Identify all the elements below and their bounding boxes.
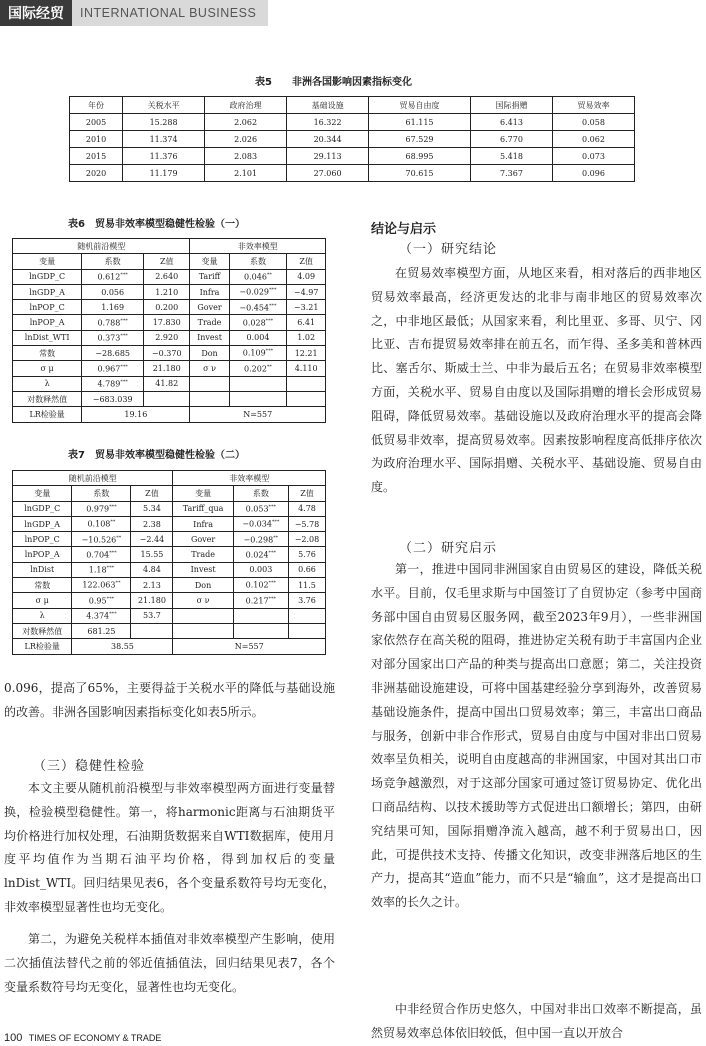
- table7-cell: [173, 608, 233, 623]
- table6-cell: 0.056: [82, 284, 144, 299]
- table7-cell: σ μ: [13, 593, 72, 608]
- table5-header-cell: 政府治理: [205, 97, 287, 114]
- table5-caption: 表5 非洲各国影响因素指标变化: [255, 77, 412, 88]
- table7-cell: 4.84: [131, 562, 173, 577]
- table7-cell: 21.180: [131, 593, 173, 608]
- table7-group-left: 随机前沿模型: [13, 471, 173, 486]
- table7-n-value: N=557: [173, 639, 326, 654]
- table7-subheader-cell: 系数: [72, 486, 131, 501]
- table5-row: [70, 165, 635, 182]
- table6-cell: 0.200: [144, 300, 190, 315]
- table7-group-row: [13, 471, 326, 486]
- table6-lr-row: [13, 407, 326, 422]
- table6-caption: 表6 贸易非效率模型稳健性检验（一）: [68, 219, 245, 230]
- table6-cell: 2.920: [144, 330, 190, 345]
- header-section-zh: 国际经贸: [0, 0, 72, 26]
- table6-subheader-cell: 变量: [13, 254, 82, 269]
- table6-cell: lnGDP_C: [13, 269, 82, 284]
- table6-loglik-row: [13, 391, 326, 406]
- table5: [69, 96, 635, 182]
- section-heading-conclusion: 结论与启示: [371, 222, 437, 237]
- table6-cell: lnGDP_A: [13, 284, 82, 299]
- table7-group-right: 非效率模型: [173, 471, 326, 486]
- table7-row: [13, 547, 326, 562]
- table5-header-cell: 国际捐赠: [470, 97, 552, 114]
- table5-cell: 0.096: [552, 165, 634, 182]
- table7-cell: 1.18***: [72, 562, 131, 577]
- table7-cell: lnPOP_A: [13, 547, 72, 562]
- table5-cell: 0.062: [552, 131, 634, 148]
- table7-lr-value: 38.55: [72, 639, 173, 654]
- table5-row: [70, 131, 635, 148]
- table6-cell: −0.454***: [229, 300, 287, 315]
- table6-subheader-cell: Z值: [287, 254, 326, 269]
- table6-lr-value: 19.16: [82, 407, 190, 422]
- table6-cell: Trade: [190, 315, 229, 330]
- table7-empty-cell: [233, 623, 288, 638]
- table6-empty-cell: [287, 391, 326, 406]
- table6-cell: 0.046**: [229, 269, 287, 284]
- table7-row: [13, 608, 326, 623]
- table6-row: [13, 361, 326, 376]
- subheading-findings: （一）研究结论: [399, 242, 498, 257]
- table5-cell: 6.770: [470, 131, 552, 148]
- table6-cell: 4.789***: [82, 376, 144, 391]
- table7-cell: 常数: [13, 578, 72, 593]
- table5-cell: 0.073: [552, 148, 634, 165]
- table6-empty-cell: [190, 391, 229, 406]
- table7-cell: λ: [13, 608, 72, 623]
- table5-cell: 15.288: [123, 114, 205, 131]
- journal-name: TIMES OF ECONOMY & TRADE: [28, 1033, 162, 1043]
- table6-subheader-cell: 变量: [190, 254, 229, 269]
- table5-row: [70, 148, 635, 165]
- table6-cell: Infra: [190, 284, 229, 299]
- table6-cell: σ μ: [13, 361, 82, 376]
- table7-cell: lnGDP_C: [13, 501, 72, 516]
- table7-cell: 53.7: [131, 608, 173, 623]
- right-paragraph-2: 第一，推进中国同非洲国家自由贸易区的建设，降低关税水平。目前，仅毛里求斯与中国签订了自贸协定（参考中国商务部中国自由贸易区服务网，截至2023年9月），一些非洲国家依然存在高关税的阻碍，推进协定关税有助于丰富国内企业对部分国家出口产品的种类与提高出口意愿；第二，关注投资非洲基础设施建设，可将中国基建经验分享到海外，改善贸易基础设施条件，提高中国出口贸易效率；第三，丰富出口商品与服务，创新中非合作形式，贸易自由度与中国对非出口贸易效率呈负相关，说明自由度越高的非洲国家，中国对其出口市场竞争越激烈，对于这部分国家可通过签订贸易协定、优化出口商品结构、以技术援助等方式促进出口额增长；第四，由研究结果可知，国际捐赠净流入越高，越不利于贸易出口，因此，可提供技术支持、传播文化知识，改变非洲落后地区的生产力，提高其“造血”能力，而不只是“输血”，这才是提高出口效率的长久之计。: [371, 562, 702, 910]
- table7-cell: 4.374***: [72, 608, 131, 623]
- table7-row: [13, 593, 326, 608]
- table6-row: [13, 284, 326, 299]
- table7-loglik-row: [13, 623, 326, 638]
- table5-cell: 70.615: [369, 165, 471, 182]
- table7-cell: Gover: [173, 532, 233, 547]
- table6-cell: 0.109***: [229, 346, 287, 361]
- table5-header-cell: 贸易自由度: [369, 97, 471, 114]
- table6-cell: 12.21: [287, 346, 326, 361]
- table7-lr-label: LR检验量: [13, 639, 72, 654]
- table6-cell: lnPOP_C: [13, 300, 82, 315]
- table6-cell: 0.028***: [229, 315, 287, 330]
- table6-cell: Don: [190, 346, 229, 361]
- table6-loglik-label: 对数释然值: [13, 391, 82, 406]
- table7-row: [13, 562, 326, 577]
- table5-cell: 11.179: [123, 165, 205, 182]
- table7-cell: −2.44: [131, 532, 173, 547]
- table6-loglik-value: −683.039: [82, 391, 144, 406]
- table6-empty-cell: [144, 391, 190, 406]
- table6-cell: 4.110: [287, 361, 326, 376]
- table6-cell: −0.029***: [229, 284, 287, 299]
- table6-subheader-cell: 系数: [82, 254, 144, 269]
- table5-cell: 61.115: [369, 114, 471, 131]
- table5-header-row: [70, 97, 635, 114]
- table7-loglik-label: 对数释然值: [13, 623, 72, 638]
- table6-cell: 0.004: [229, 330, 287, 345]
- table6-row: [13, 300, 326, 315]
- table7-row: [13, 532, 326, 547]
- table7-cell: 0.053***: [233, 501, 288, 516]
- table7-cell: Invest: [173, 562, 233, 577]
- table7: [12, 470, 326, 655]
- table5-cell: 2.062: [205, 114, 287, 131]
- header-section-en: INTERNATIONAL BUSINESS: [72, 0, 268, 26]
- right-paragraph-1: 在贸易效率模型方面，从地区来看，相对落后的西非地区贸易效率最高，经济更发达的北非与南非地区的贸易效率次之，中非地区最低；从国家来看，利比里亚、多哥、贝宁、冈比亚、吉布提贸易效率排在前五名，而乍得、圣多美和普林西比、塞舌尔、斯威士兰、中非为最后五名；在贸易非效率模型方面，关税水平、贸易自由度以及国际捐赠的增长会形成贸易阻碍，降低贸易效率。基础设施以及政府治理水平的提高会降低贸易非效率，提高贸易效率。因素按影响程度高低排序依次为政府治理水平、国际捐赠、关税水平、基础设施、贸易自由度。: [371, 266, 702, 495]
- table7-cell: 122.063**: [72, 578, 131, 593]
- table6-cell: −28.685: [82, 346, 144, 361]
- table5-cell: 2015: [70, 148, 123, 165]
- table7-cell: [288, 608, 325, 623]
- subheading-implications: （二）研究启示: [399, 541, 498, 556]
- table7-subheader-cell: 系数: [233, 486, 288, 501]
- table5-header-cell: 关税水平: [123, 97, 205, 114]
- table6-cell: 17.830: [144, 315, 190, 330]
- page-header: [0, 0, 268, 26]
- table6-cell: 0.373***: [82, 330, 144, 345]
- table7-cell: 11.5: [288, 578, 325, 593]
- table7-caption: 表7 贸易非效率模型稳健性检验（二）: [68, 450, 245, 461]
- table6-group-left: 随机前沿模型: [13, 239, 190, 254]
- table6-cell: σ ν: [190, 361, 229, 376]
- table6-cell: 常数: [13, 346, 82, 361]
- table7-cell: 2.13: [131, 578, 173, 593]
- table7-cell: lnDist: [13, 562, 72, 577]
- table7-subheader-cell: Z值: [131, 486, 173, 501]
- table5-cell: 29.113: [287, 148, 369, 165]
- table7-cell: Tariff_qua: [173, 501, 233, 516]
- table6-subheader-cell: 系数: [229, 254, 287, 269]
- table7-cell: 5.76: [288, 547, 325, 562]
- table5-cell: 2.101: [205, 165, 287, 182]
- table7-empty-cell: [288, 623, 325, 638]
- table5-cell: 7.367: [470, 165, 552, 182]
- table7-cell: 0.979***: [72, 501, 131, 516]
- table7-cell: −0.298**: [233, 532, 288, 547]
- table7-cell: 0.102***: [233, 578, 288, 593]
- table7-cell: −0.034***: [233, 516, 288, 531]
- table6-cell: 1.169: [82, 300, 144, 315]
- table6-cell: 0.788***: [82, 315, 144, 330]
- table7-cell: −2.08: [288, 532, 325, 547]
- table6-row: [13, 269, 326, 284]
- table6-group-row: [13, 239, 326, 254]
- table6-cell: −4.97: [287, 284, 326, 299]
- table5-cell: 0.058: [552, 114, 634, 131]
- table6-cell: 0.612***: [82, 269, 144, 284]
- table7-cell: −5.78: [288, 516, 325, 531]
- left-paragraph-2: 本文主要从随机前沿模型与非效率模型两方面进行变量替换，检验模型稳健性。第一，将harmonic距离与石油期货平均价格进行加权处理，石油期货数据来自WTI数据库，使用月度平均值作为当期石油平均价格，得到加权后的变量lnDist_WTI。回归结果见表6，各个变量系数符号均无变化，非效率模型显著性也均无变化。: [4, 781, 335, 914]
- table5-cell: 2005: [70, 114, 123, 131]
- table6-cell: 1.02: [287, 330, 326, 345]
- page-number: 100: [4, 1032, 23, 1044]
- table7-subheader-cell: Z值: [288, 486, 325, 501]
- table6-cell: Tariff: [190, 269, 229, 284]
- table7-cell: lnGDP_A: [13, 516, 72, 531]
- table6-subheader-row: [13, 254, 326, 269]
- table6-cell: lnDist_WTI: [13, 330, 82, 345]
- table5-cell: 20.344: [287, 131, 369, 148]
- table6-row: [13, 330, 326, 345]
- table6-cell: lnPOP_A: [13, 315, 82, 330]
- table7-cell: 0.95***: [72, 593, 131, 608]
- table6-cell: 0.967***: [82, 361, 144, 376]
- table6-cell: Gover: [190, 300, 229, 315]
- table5-cell: 68.995: [369, 148, 471, 165]
- table6-group-right: 非效率模型: [190, 239, 326, 254]
- table5-cell: 2020: [70, 165, 123, 182]
- table7-cell: σ ν: [173, 593, 233, 608]
- table6-n-value: N=557: [190, 407, 326, 422]
- table6: [12, 238, 326, 423]
- table5-cell: 2.083: [205, 148, 287, 165]
- table7-cell: 0.704***: [72, 547, 131, 562]
- section-heading-robustness: （三）稳健性检验: [33, 759, 146, 774]
- table7-cell: 0.108**: [72, 516, 131, 531]
- table6-cell: 0.202**: [229, 361, 287, 376]
- table7-subheader-cell: 变量: [13, 486, 72, 501]
- table7-cell: Don: [173, 578, 233, 593]
- table7-subheader-row: [13, 486, 326, 501]
- left-paragraph-1: 0.096，提高了65%，主要得益于关税水平的降低与基础设施的改善。非洲各国影响因素指标变化如表5所示。: [4, 681, 335, 719]
- table7-cell: −10.526**: [72, 532, 131, 547]
- table6-cell: [287, 376, 326, 391]
- table6-subheader-cell: Z值: [144, 254, 190, 269]
- table6-cell: [229, 376, 287, 391]
- table7-cell: 5.34: [131, 501, 173, 516]
- table7-cell: 0.024***: [233, 547, 288, 562]
- table7-empty-cell: [173, 623, 233, 638]
- table7-cell: 4.78: [288, 501, 325, 516]
- table6-row: [13, 376, 326, 391]
- table7-cell: Trade: [173, 547, 233, 562]
- table5-cell: 5.418: [470, 148, 552, 165]
- table5-header-cell: 年份: [70, 97, 123, 114]
- right-paragraph-3: 中非经贸合作历史悠久，中国对非出口效率不断提高，虽然贸易效率总体依旧较低，但中国一直以开放合: [371, 1002, 702, 1040]
- table7-cell: 0.66: [288, 562, 325, 577]
- table5-cell: 6.413: [470, 114, 552, 131]
- table6-cell: λ: [13, 376, 82, 391]
- table6-cell: 1.210: [144, 284, 190, 299]
- table7-subheader-cell: 变量: [173, 486, 233, 501]
- left-paragraph-3: 第二，为避免关税样本插值对非效率模型产生影响，使用二次插值法替代之前的邻近值插值法，回归结果见表7，各个变量系数符号均无变化，显著性也均无变化。: [4, 932, 335, 994]
- page-footer: [4, 1032, 161, 1044]
- table7-cell: [233, 608, 288, 623]
- table6-empty-cell: [229, 391, 287, 406]
- table5-cell: 11.374: [123, 131, 205, 148]
- table5-cell: 16.322: [287, 114, 369, 131]
- table5-row: [70, 114, 635, 131]
- table6-row: [13, 346, 326, 361]
- table5-header-cell: 贸易效率: [552, 97, 634, 114]
- table7-row: [13, 501, 326, 516]
- table7-cell: 15.55: [131, 547, 173, 562]
- table7-cell: 0.003: [233, 562, 288, 577]
- table6-cell: 41.82: [144, 376, 190, 391]
- table6-cell: 4.09: [287, 269, 326, 284]
- table5-header-cell: 基础设施: [287, 97, 369, 114]
- table5-cell: 2010: [70, 131, 123, 148]
- table7-empty-cell: [131, 623, 173, 638]
- table6-cell: [190, 376, 229, 391]
- table6-row: [13, 315, 326, 330]
- table5-cell: 2.026: [205, 131, 287, 148]
- table5-cell: 67.529: [369, 131, 471, 148]
- table7-cell: Infra: [173, 516, 233, 531]
- table7-loglik-value: 681.25: [72, 623, 131, 638]
- table7-cell: 3.76: [288, 593, 325, 608]
- table5-cell: 11.376: [123, 148, 205, 165]
- table6-cell: Invest: [190, 330, 229, 345]
- table6-cell: −3.21: [287, 300, 326, 315]
- table6-cell: 2.640: [144, 269, 190, 284]
- table7-row: [13, 516, 326, 531]
- table6-cell: 6.41: [287, 315, 326, 330]
- table7-row: [13, 578, 326, 593]
- table6-lr-label: LR检验量: [13, 407, 82, 422]
- table6-cell: 21.180: [144, 361, 190, 376]
- table7-lr-row: [13, 639, 326, 654]
- table7-cell: 2.38: [131, 516, 173, 531]
- table5-cell: 27.060: [287, 165, 369, 182]
- table6-cell: −0.370: [144, 346, 190, 361]
- table7-cell: 0.217***: [233, 593, 288, 608]
- table7-cell: lnPOP_C: [13, 532, 72, 547]
